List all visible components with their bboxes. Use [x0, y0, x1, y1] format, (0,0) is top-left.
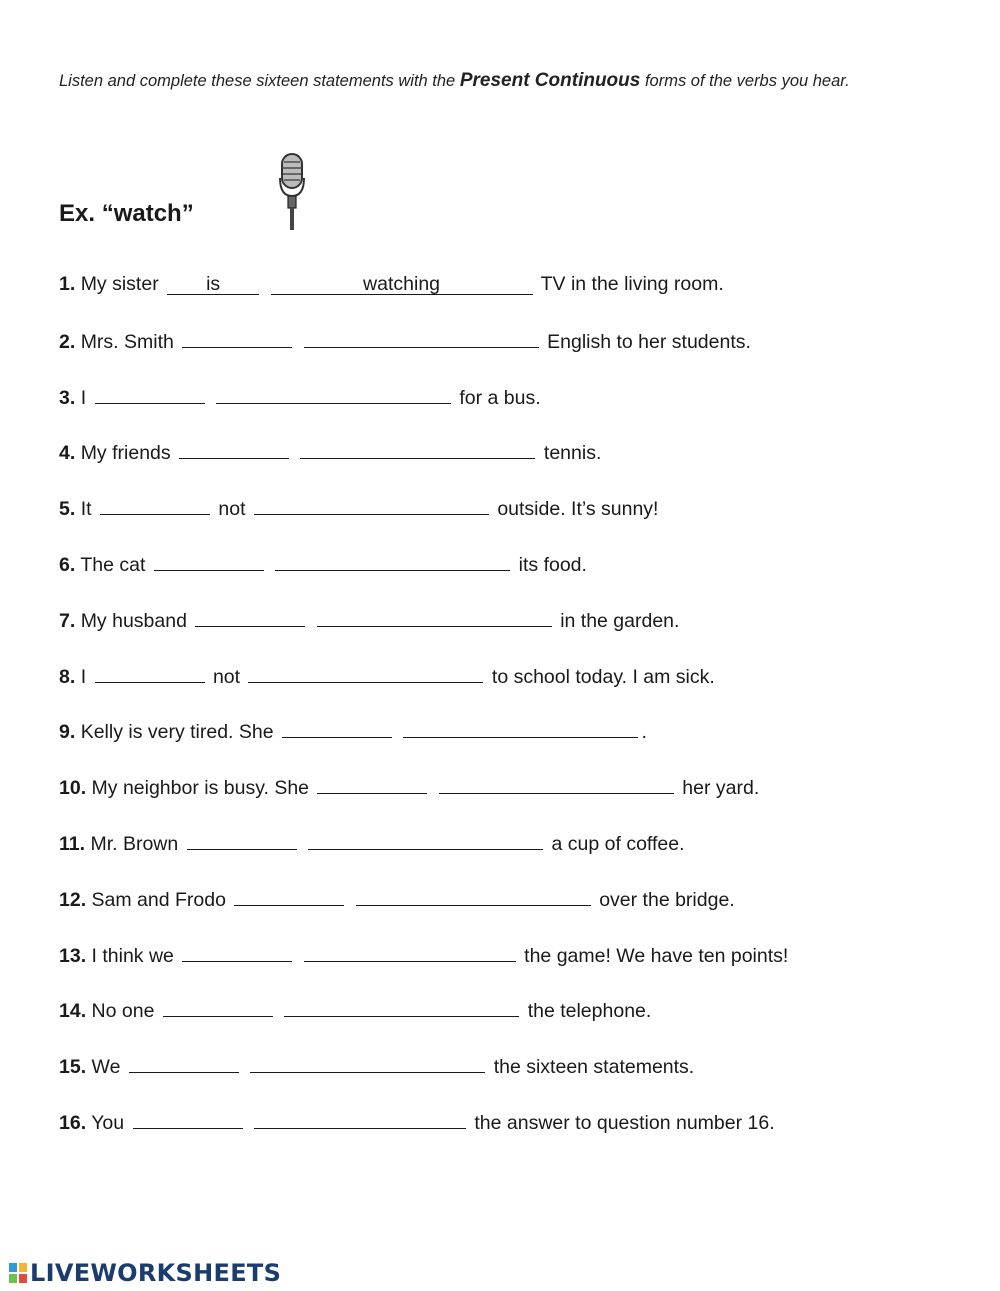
item-text-before: Sam and Frodo [91, 888, 226, 911]
item-text-after: the telephone. [527, 1000, 652, 1023]
answer-blank[interactable] [95, 664, 205, 683]
item-text-before: My sister [80, 273, 159, 295]
item-text-before: It [80, 498, 92, 521]
item-number: 6. [59, 554, 76, 576]
item-text-before: I [80, 386, 87, 409]
item-number: 13. [59, 944, 87, 967]
item-text-middle: not [218, 498, 246, 521]
item-text-before: My husband [80, 609, 187, 632]
item-text-after: its food. [518, 554, 587, 576]
answer-blank[interactable] [439, 775, 674, 794]
item-text-after: in the garden. [560, 609, 680, 632]
item-number: 11. [59, 833, 86, 855]
item-number: 14. [59, 1000, 87, 1023]
answer-blank[interactable] [195, 608, 305, 627]
answer-blank[interactable] [129, 1054, 239, 1073]
answer-blank[interactable] [304, 943, 516, 962]
exercise-item [59, 664, 715, 689]
answer-blank[interactable] [100, 496, 210, 515]
liveworksheets-logo-icon [8, 1261, 28, 1285]
answer-blank[interactable] [317, 775, 427, 794]
item-number: 12. [59, 888, 87, 911]
item-text-before: Mr. Brown [90, 833, 179, 855]
exercise-item [59, 273, 724, 296]
answer-blank[interactable] [403, 719, 638, 738]
item-text-after: for a bus. [459, 386, 541, 409]
answer-blank[interactable] [234, 887, 344, 906]
instructions-part2: forms of the verbs you hear. [644, 72, 850, 90]
example-label: Ex. “watch” [59, 200, 194, 227]
instructions-emphasis: Present Continuous [459, 70, 641, 91]
instructions-part1: Listen and complete these sixteen statements with the [59, 72, 456, 90]
item-text-after: the game! We have ten points! [524, 944, 789, 967]
item-text-after: over the bridge. [599, 888, 735, 911]
item-text-before: I think we [91, 944, 174, 967]
item-text-before: We [91, 1056, 121, 1079]
exercise-item [59, 719, 647, 744]
item-text-before: You [91, 1112, 125, 1134]
answer-blank[interactable] [282, 719, 392, 738]
answer-blank[interactable] [254, 1110, 466, 1129]
instructions [59, 58, 939, 104]
item-text-after: TV in the living room. [540, 273, 724, 295]
item-text-before: The cat [80, 554, 146, 576]
item-number: 4. [59, 442, 76, 465]
answer-blank[interactable] [187, 831, 297, 850]
item-text-before: Mrs. Smith [80, 330, 174, 353]
exercise-item [59, 329, 751, 354]
exercise-item [59, 1054, 694, 1079]
item-text-after: English to her students. [547, 330, 751, 353]
answer-blank-filled[interactable]: is [167, 274, 259, 295]
item-text-after: the sixteen statements. [493, 1056, 695, 1079]
exercise-item [59, 775, 759, 800]
item-text-before: I [80, 665, 87, 688]
answer-blank[interactable] [254, 496, 489, 515]
item-text-middle: not [212, 665, 241, 688]
answer-blank[interactable] [304, 329, 539, 348]
exercise-item [59, 496, 658, 521]
exercise-item [59, 608, 679, 633]
answer-blank[interactable] [154, 552, 264, 571]
item-text-before: Kelly is very tired. She [80, 721, 274, 744]
item-text-after: her yard. [682, 777, 760, 800]
item-text-after: the answer to question number 16. [474, 1112, 775, 1134]
answer-blank[interactable] [275, 552, 510, 571]
exercise-item [59, 998, 651, 1023]
answer-blank[interactable] [182, 329, 292, 348]
answer-blank[interactable] [248, 664, 483, 683]
answer-blank[interactable] [95, 385, 205, 404]
item-number: 2. [59, 330, 76, 353]
answer-blank[interactable] [133, 1110, 243, 1129]
item-number: 9. [59, 721, 76, 744]
exercise-item [59, 385, 541, 410]
answer-blank[interactable] [356, 887, 591, 906]
item-text-after: to school today. I am sick. [491, 665, 715, 688]
exercise-item [59, 831, 685, 856]
item-number: 16. [59, 1112, 87, 1134]
item-text-after: . [641, 721, 647, 744]
answer-blank[interactable] [163, 998, 273, 1017]
item-text-before: No one [91, 1000, 155, 1023]
answer-blank[interactable] [300, 440, 535, 459]
answer-blank-filled[interactable]: watching [271, 274, 533, 295]
answer-blank[interactable] [250, 1054, 485, 1073]
item-number: 8. [59, 665, 76, 688]
answer-blank[interactable] [179, 440, 289, 459]
footer-logo [8, 1258, 281, 1288]
item-text-after: a cup of coffee. [551, 833, 685, 855]
item-number: 1. [59, 273, 76, 295]
logo-text: LIVEWORKSHEETS [30, 1259, 282, 1287]
answer-blank[interactable] [308, 831, 543, 850]
item-text-after: outside. It’s sunny! [497, 498, 659, 521]
microphone-icon [276, 152, 308, 232]
answer-blank[interactable] [182, 943, 292, 962]
item-text-after: tennis. [543, 442, 602, 465]
answer-blank[interactable] [216, 385, 451, 404]
item-text-before: My neighbor is busy. She [91, 777, 310, 800]
item-number: 10. [59, 777, 87, 800]
item-number: 7. [59, 609, 76, 632]
exercise-item [59, 943, 788, 968]
exercise-item [59, 887, 735, 912]
answer-blank[interactable] [284, 998, 519, 1017]
item-number: 15. [59, 1056, 87, 1079]
answer-blank[interactable] [317, 608, 552, 627]
item-number: 5. [59, 498, 76, 521]
exercise-item [59, 440, 601, 465]
exercise-item [59, 1110, 775, 1135]
item-text-before: My friends [80, 442, 171, 465]
exercise-item [59, 552, 587, 577]
item-number: 3. [59, 386, 76, 409]
